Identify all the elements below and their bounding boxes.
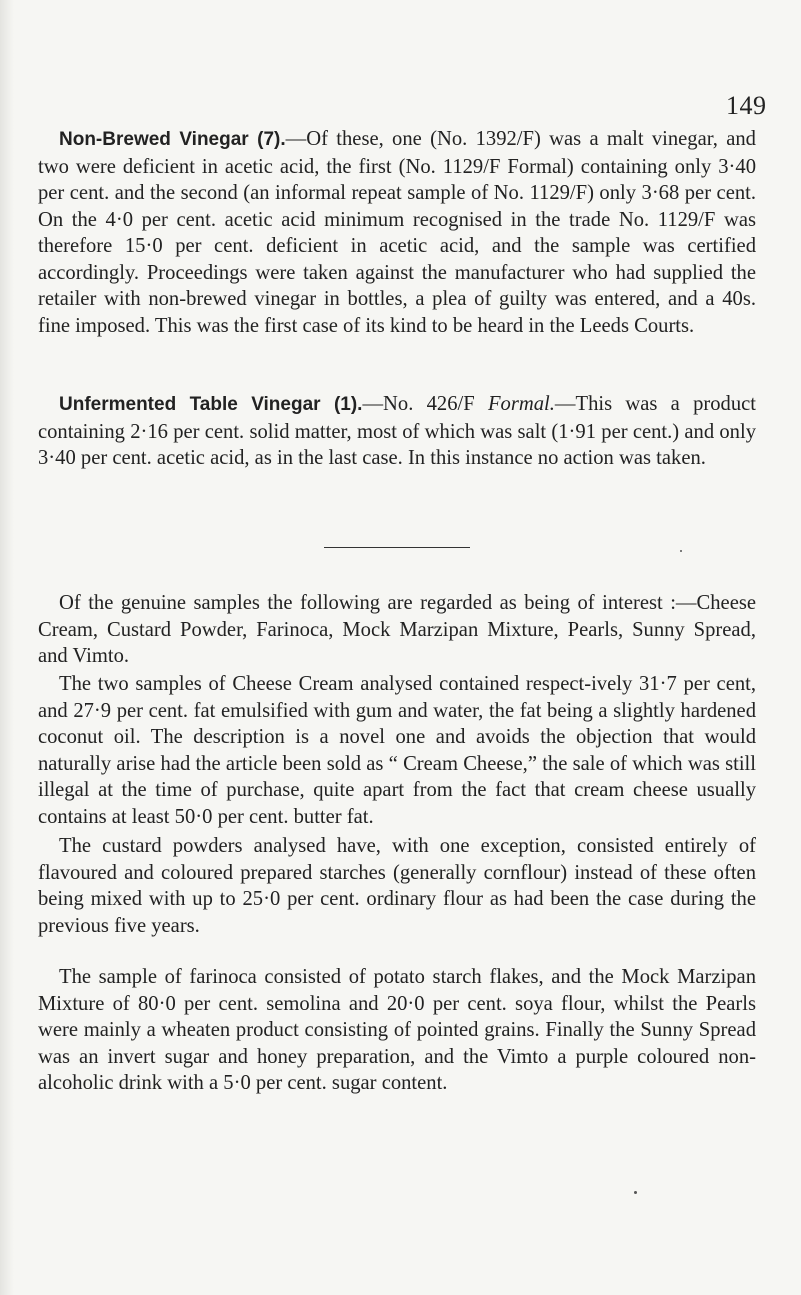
paragraph-genuine-samples	[38, 590, 756, 670]
print-speck	[680, 550, 682, 552]
print-speck	[634, 1191, 637, 1194]
paragraph-text: The sample of farinoca consisted of potato starch flakes, and the Mock Marzipan Mixture of 80·0 per cent. semolina and 20·0 per cent. soya flour, whilst the Pearls were mainly a wheaten product consisting of pointed grains. Finally the Sunny Spread was an invert sugar and honey preparation, and the Vimto a purple coloured non-alcoholic drink with a 5·0 per cent. sugar content.	[38, 966, 756, 1094]
paragraph-text: The two samples of Cheese Cream analysed contained respect-ively 31·7 per cent, and 27·9 per cent. fat emulsified with gum and water, the fat being a slightly hardened coconut oil. The description is a novel one and avoids the objection that would naturally arise had the article been sold as “ Cream Cheese,” the sale of which was still illegal at the time of purchase, quite apart from the fact that cream cheese usually contains at least 50·0 per cent. butter fat.	[38, 673, 756, 828]
paragraph-non-brewed-vinegar	[38, 126, 756, 339]
paragraph-text: —This was a product containing 2·16 per cent. solid matter, most of which was salt (1·91 per cent.) and only 3·40 per cent. acetic acid, as in the last case. In this instance no action was taken.	[38, 393, 756, 469]
section-heading-unfermented-table-vinegar: Unfermented Table Vinegar (1).	[59, 394, 363, 415]
paragraph-text-lead: —No. 426/F	[362, 393, 488, 415]
paragraph-cheese-cream	[38, 671, 756, 830]
paragraph-custard-powders	[38, 833, 756, 939]
page-edge-shadow	[0, 0, 14, 1295]
paragraph-text: —Of these, one (No. 1392/F) was a malt vinegar, and two were deficient in acetic acid, the first (No. 1129/F Formal) containing only 3·40 per cent. and the second (an informal repeat sample of No. 1129/F) only 3·68 per cent. On the 4·0 per cent. acetic acid minimum recognised in the trade No. 1129/F was therefore 15·0 per cent. deficient in acetic acid, and the sample was certified accordingly. Proceedings were taken against the manufacturer who had supplied the retailer with non-brewed vinegar in bottles, a plea of guilty was entered, and a 40s. fine imposed. This was the first case of its kind to be heard in the Leeds Courts.	[38, 128, 756, 337]
page-number: 149	[726, 91, 767, 120]
section-divider-rule	[324, 547, 470, 548]
paragraph-unfermented-table-vinegar	[38, 391, 756, 472]
paragraph-farinoca	[38, 964, 756, 1097]
formal-emphasis: Formal.	[487, 393, 555, 415]
section-heading-non-brewed-vinegar: Non-Brewed Vinegar (7).	[59, 129, 286, 150]
paragraph-text: Of the genuine samples the following are regarded as being of interest :—Cheese Cream, Custard Powder, Farinoca, Mock Marzipan Mixture, Pearls, Sunny Spread, and Vimto.	[38, 592, 756, 667]
paragraph-text: The custard powders analysed have, with one exception, consisted entirely of flavoured and coloured prepared starches (generally cornflour) instead of these often being mixed with up to 25·0 per cent. ordinary flour as had been the case during the previous five years.	[38, 835, 756, 937]
